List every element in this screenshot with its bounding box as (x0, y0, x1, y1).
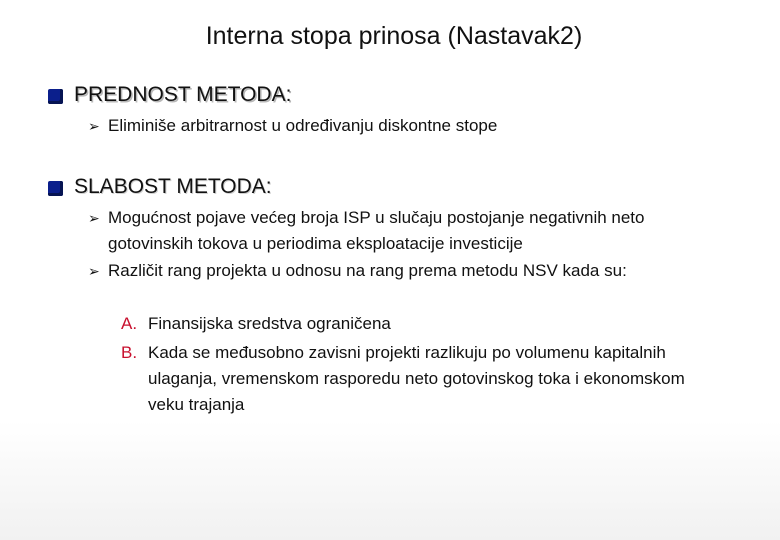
slide-title: Interna stopa prinosa (Nastavak2) (205, 22, 583, 50)
arrow-bullet-icon: ➢ (88, 118, 100, 134)
sub-item-text: Finansijska sredstva ograničena (148, 314, 391, 333)
section-heading-label: PREDNOST METODA: (74, 83, 292, 106)
bullet-item (88, 258, 708, 284)
section-heading-label: SLABOST METODA: (74, 175, 272, 198)
sub-item-text: Kada se međusobno zavisni projekti razlikuju po volumenu kapitalnih ulaganja, vremenskom rasporedu neto gotovinskog toka i ekonomskom veku trajanja (148, 343, 685, 414)
checkbox-square-icon (48, 181, 63, 196)
bullet-item (88, 205, 708, 257)
arrow-bullet-icon: ➢ (88, 210, 100, 226)
section-heading-slabost (48, 175, 272, 199)
bullet-text: Eliminiše arbitrarnost u određivanju diskontne stope (108, 116, 498, 135)
sub-item-a (121, 311, 708, 337)
sub-item-letter: A. (121, 314, 138, 333)
sub-item-b (121, 340, 708, 418)
bullet-text: Mogućnost pojave većeg broja ISP u slučaju postojanje negativnih neto gotovinskih tokova u periodima eksploatacije investicije (108, 208, 645, 253)
arrow-bullet-icon: ➢ (88, 263, 100, 279)
section-heading-prednost (48, 83, 291, 107)
sub-item-letter: B. (121, 343, 138, 362)
bullet-item (88, 113, 708, 139)
checkbox-square-icon (48, 89, 63, 104)
bullet-text: Različit rang projekta u odnosu na rang prema metodu NSV kada su: (108, 261, 627, 280)
